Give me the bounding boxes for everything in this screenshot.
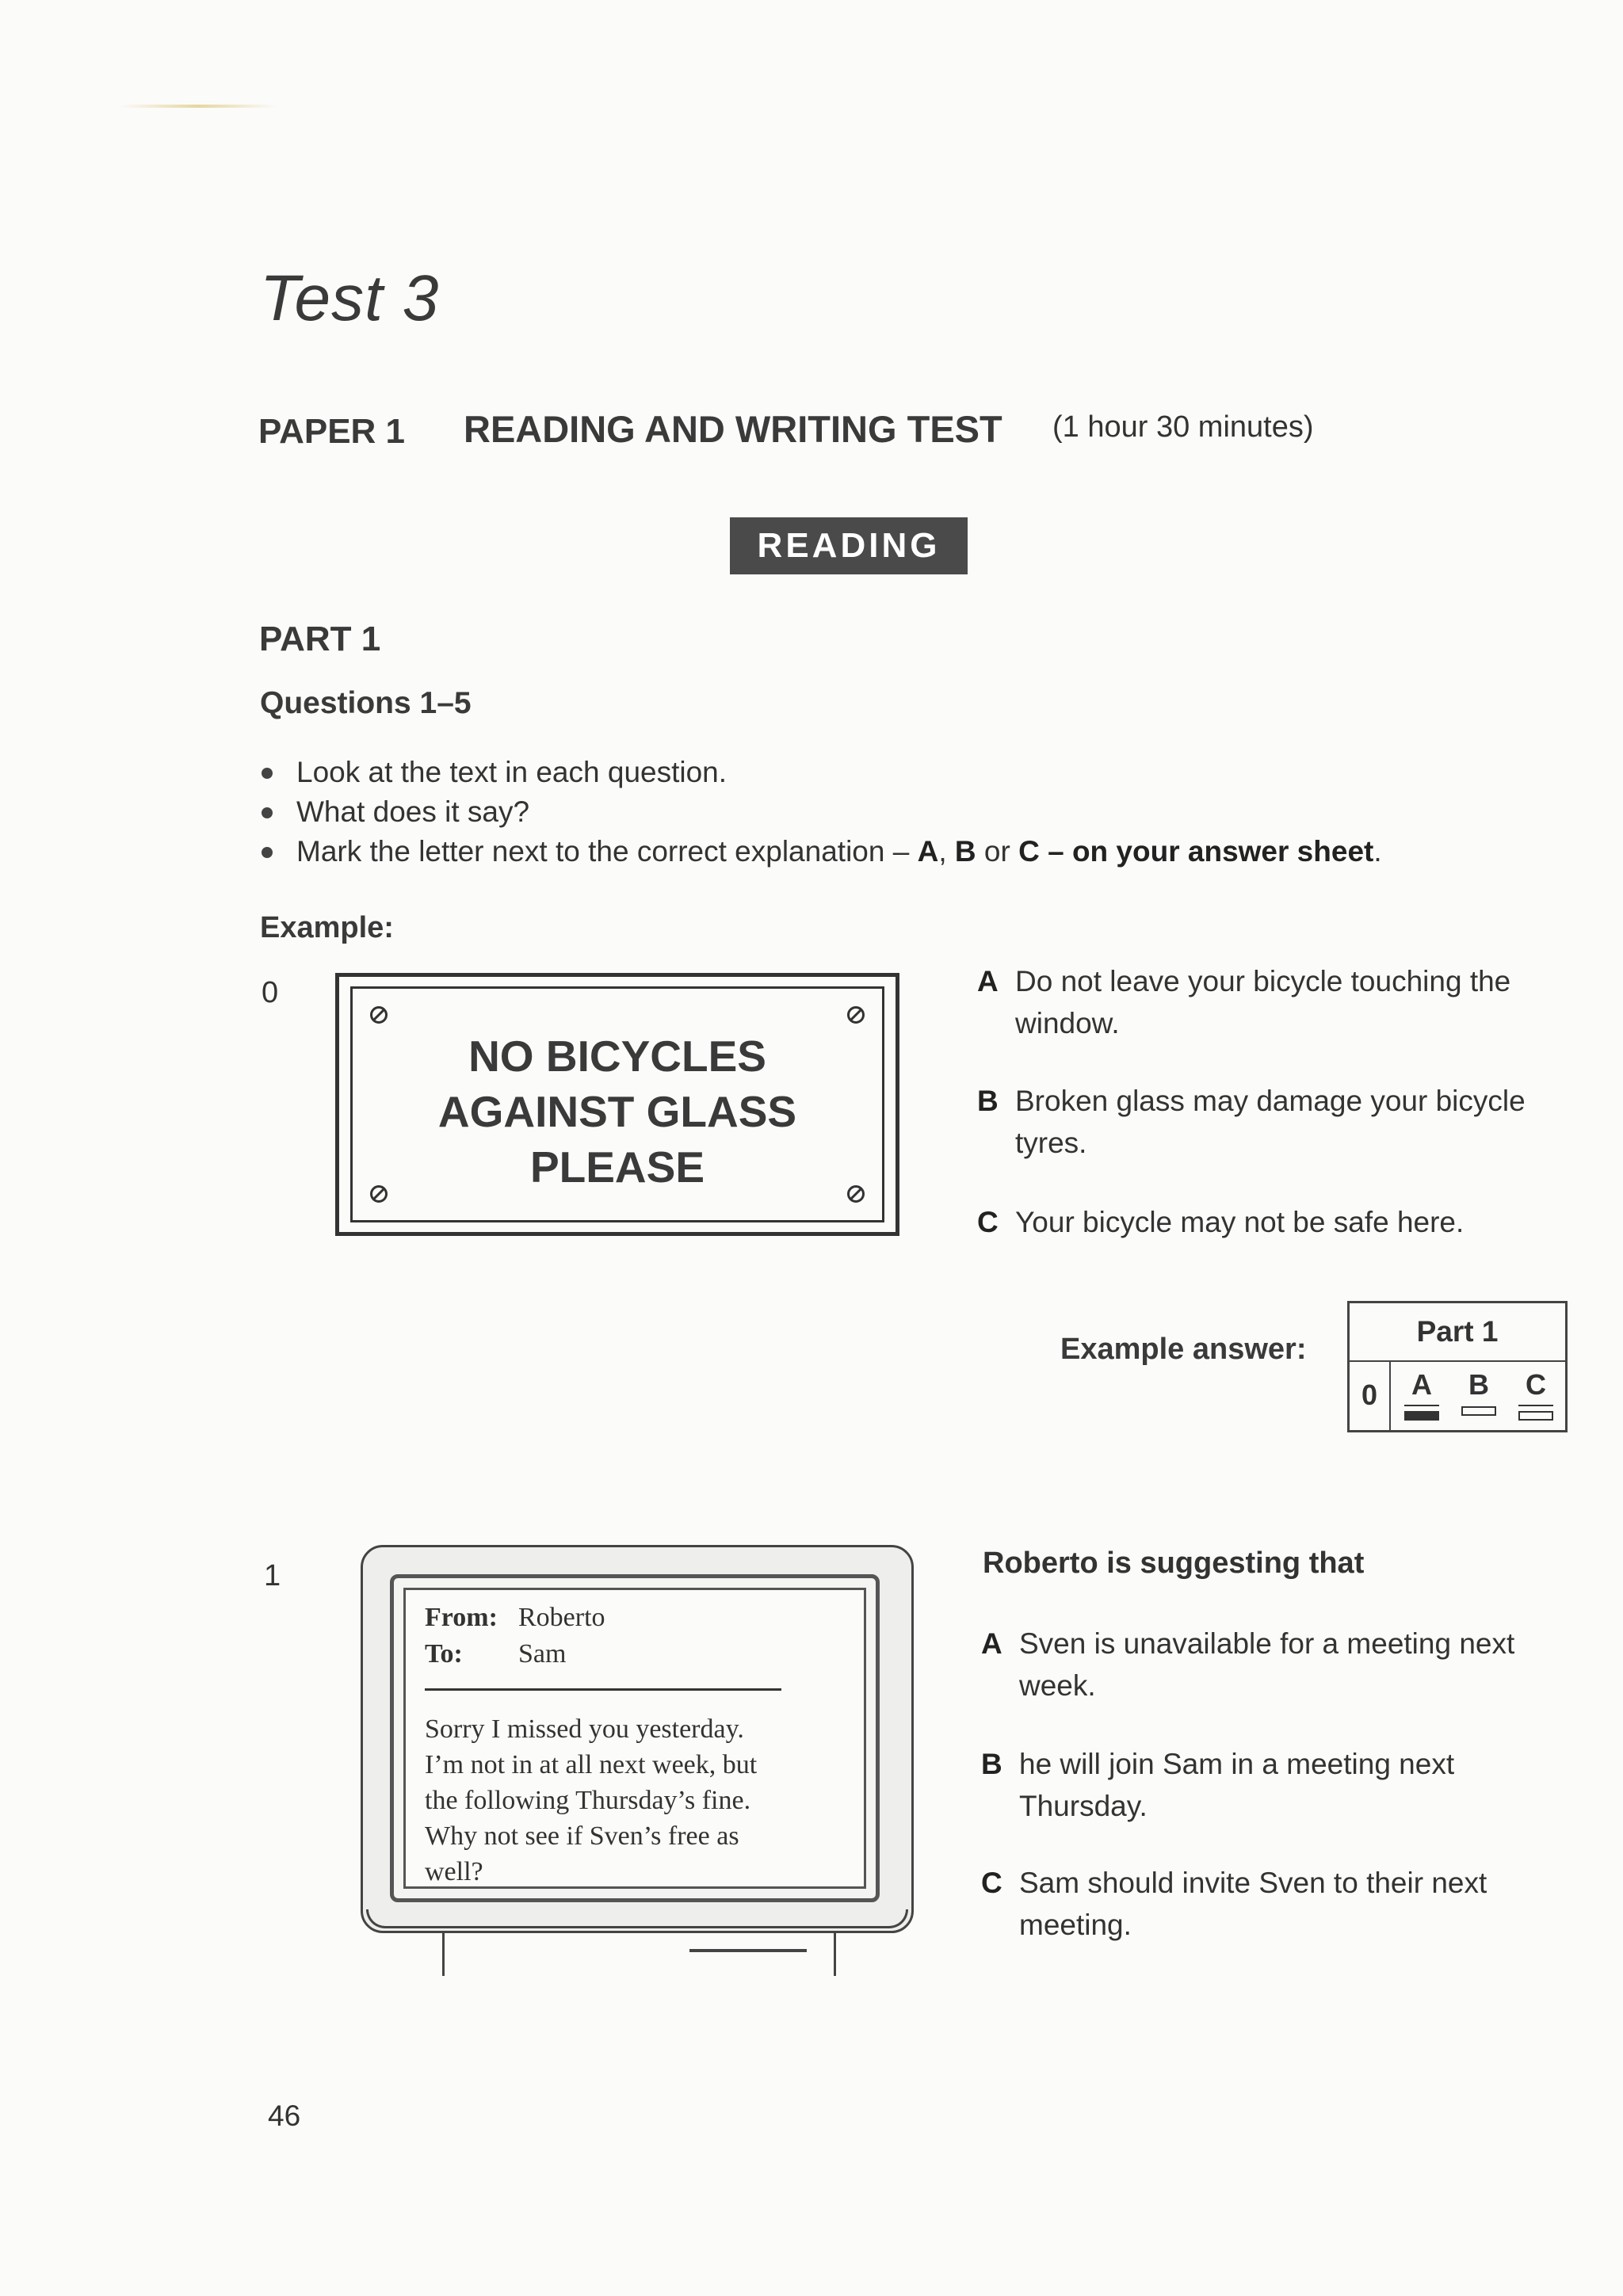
example-option-b: B Broken glass may damage your bicycle tyres. <box>977 1085 1526 1159</box>
computer-monitor-illustration <box>361 1545 914 1933</box>
answer-sheet-sample <box>1347 1301 1568 1432</box>
instruction-item: Mark the letter next to the correct explanation – A, B or C – on your answer sheet. <box>260 832 1607 871</box>
monitor-stand-right <box>834 1933 836 1976</box>
test-title: Test 3 <box>260 262 440 334</box>
sign-text: NO BICYCLES AGAINST GLASS PLEASE <box>437 1032 797 1192</box>
empty-bubble-icon <box>1518 1411 1553 1421</box>
example-answer-label: Example answer: <box>1060 1333 1307 1366</box>
empty-bubble-icon <box>1461 1406 1496 1416</box>
email-message <box>425 1600 797 1890</box>
screw-icon <box>847 1006 865 1024</box>
answer-sheet-header: Part 1 <box>1350 1303 1565 1362</box>
answer-choice-a: A <box>1402 1368 1442 1421</box>
question-prompt: Roberto is suggesting that <box>983 1547 1365 1580</box>
question-option-c: C Sam should invite Sven to their next meeting. <box>981 1867 1487 1941</box>
sign-frame <box>350 986 884 1222</box>
monitor-screen <box>403 1588 866 1889</box>
answer-choice-b: B <box>1459 1368 1499 1416</box>
example-number: 0 <box>262 976 279 1009</box>
bullet-icon <box>262 768 273 779</box>
paper-duration: (1 hour 30 minutes) <box>1052 410 1314 444</box>
email-divider <box>425 1688 781 1691</box>
questions-range: Questions 1–5 <box>260 686 472 720</box>
email-body-line: Sorry I missed you yesterday. <box>425 1714 744 1744</box>
email-body-line: Why not see if Sven’s free as <box>425 1821 739 1851</box>
email-body-line: well? <box>425 1857 483 1886</box>
monitor-base <box>366 1909 908 1928</box>
answer-choice-c: C <box>1516 1368 1556 1421</box>
section-badge: READING <box>730 517 968 574</box>
page-stain <box>119 105 277 108</box>
example-option-c: C Your bicycle may not be safe here. <box>977 1206 1465 1238</box>
email-to: To: Sam <box>425 1639 567 1669</box>
example-option-a: A Do not leave your bicycle touching the window. <box>977 965 1511 1039</box>
bullet-icon <box>262 807 273 818</box>
instructions-list <box>260 753 1607 871</box>
email-from: From: Roberto <box>425 1603 605 1632</box>
answer-row-number: 0 <box>1350 1360 1391 1430</box>
question-number: 1 <box>264 1559 281 1592</box>
paper-name: READING AND WRITING TEST <box>464 408 1002 450</box>
monitor-stand-left <box>442 1933 445 1976</box>
email-body-line: I’m not in at all next week, but <box>425 1750 758 1779</box>
monitor-slot <box>689 1949 807 1952</box>
question-option-b: B he will join Sam in a meeting next Thursday. <box>981 1748 1455 1822</box>
question-option-a: A Sven is unavailable for a meeting next week. <box>981 1627 1515 1702</box>
example-label: Example: <box>260 911 394 944</box>
paper-label: PAPER 1 <box>258 412 406 451</box>
bullet-icon <box>262 847 273 858</box>
filled-bubble-icon <box>1404 1411 1439 1421</box>
sign-illustration <box>335 973 899 1236</box>
page-number: 46 <box>268 2100 301 2132</box>
email-body-line: the following Thursday’s fine. <box>425 1786 751 1815</box>
instruction-item: Look at the text in each question. <box>260 753 1607 792</box>
instruction-item: What does it say? <box>260 792 1607 832</box>
part-title: PART 1 <box>259 620 381 658</box>
screw-icon <box>370 1006 388 1024</box>
monitor-bezel <box>390 1574 880 1902</box>
